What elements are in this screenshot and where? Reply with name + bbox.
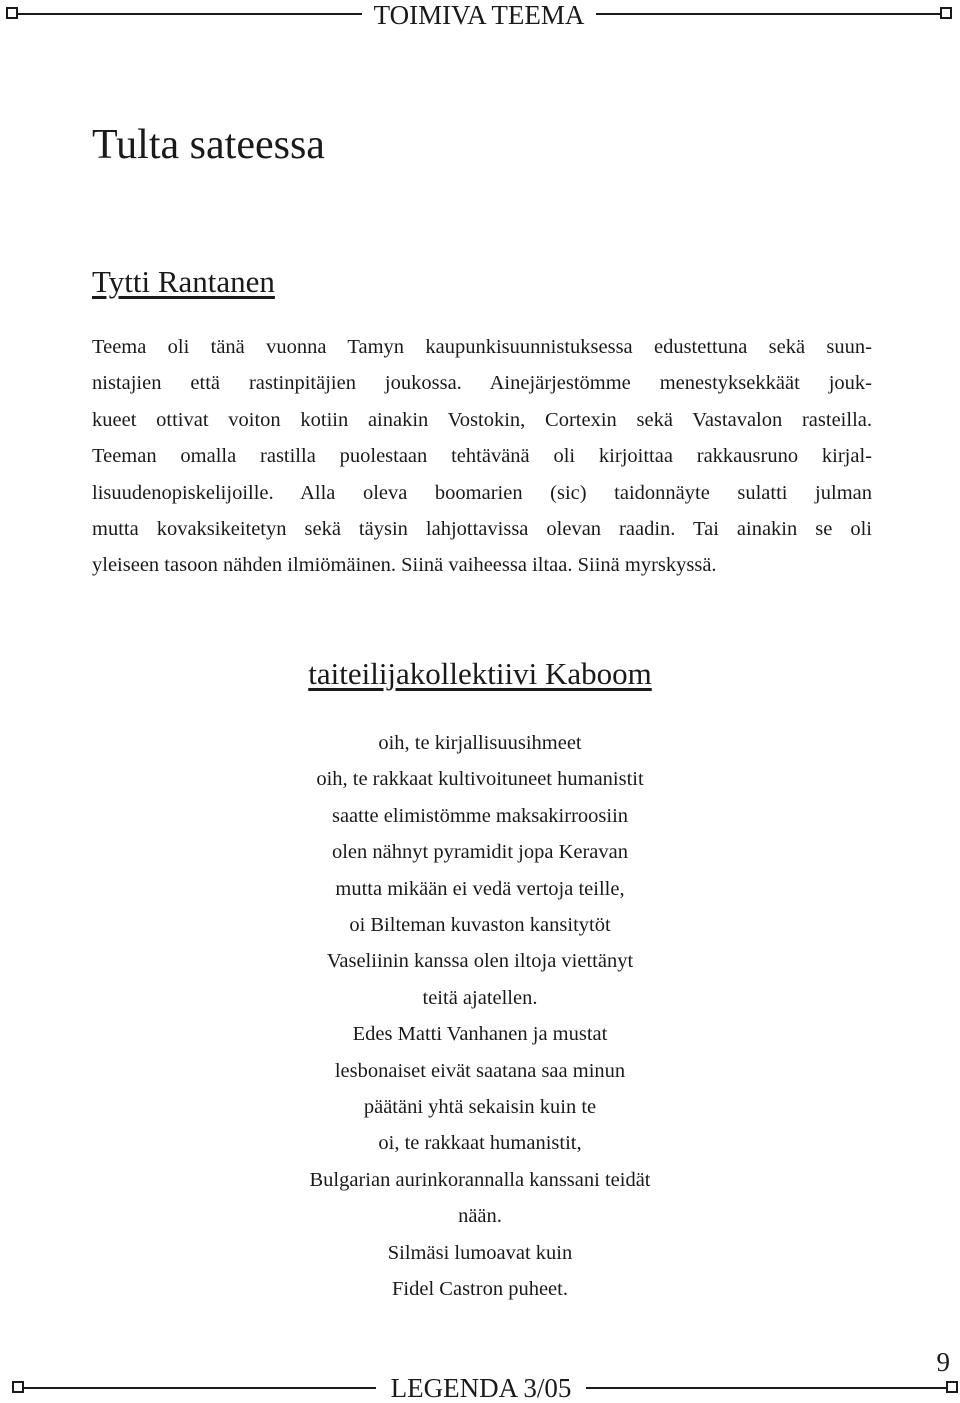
intro-line: mutta kovaksikeitetyn sekä täysin lahjottavissa olevan raadin. Tai ainakin se oli bbox=[92, 518, 872, 541]
intro-line: nistajien että rastinpitäjien joukossa. Ainejärjestömme menestyksekkäät jouk- bbox=[92, 372, 872, 395]
poem-author bbox=[0, 652, 960, 696]
poem-line: olen nähnyt pyramidit jopa Keravan bbox=[331, 841, 629, 864]
poem-line: nään. bbox=[458, 1205, 502, 1228]
intro-line: kueet ottivat voiton kotiin ainakin Vostokin, Cortexin sekä Vastavalon rasteilla. bbox=[92, 408, 872, 431]
intro-line: lisuudenopiskelijoille. Alla oleva boomarien (sic) taidonnäyte sulatti julman bbox=[92, 481, 872, 504]
poem-line: teitä ajatellen. bbox=[422, 986, 538, 1009]
poem-line: Bulgarian aurinkorannalla kanssani teidät bbox=[309, 1168, 651, 1191]
intro-line: Teema oli tänä vuonna Tamyn kaupunkisuunnistuksessa edustettuna sekä suun- bbox=[92, 336, 872, 358]
poem-line: oih, te kirjallisuusihmeet bbox=[378, 732, 582, 754]
footer-left-square-icon bbox=[12, 1381, 24, 1393]
intro-line: yleiseen tasoon nähden ilmiömäinen. Siinä vaiheessa iltaa. Siinä myrskyssä. bbox=[92, 554, 717, 577]
article-intro bbox=[92, 329, 872, 584]
publication-footer: LEGENDA 3/05 bbox=[376, 1373, 586, 1403]
poem-line: oih, te rakkaat kultivoituneet humanistit bbox=[316, 768, 644, 791]
intro-line: Teeman omalla rastilla puolestaan tehtävänä oli kirjoittaa rakkausruno kirjal- bbox=[92, 445, 872, 468]
poem-line: lesbonaiset eivät saatana saa minun bbox=[334, 1059, 626, 1082]
section-header: TOIMIVA TEEMA bbox=[362, 0, 596, 30]
poem-line: oi, te rakkaat humanistit, bbox=[378, 1132, 582, 1155]
poem-line: Silmäsi lumoavat kuin bbox=[387, 1241, 573, 1264]
poem-author-text: taiteilijakollektiivi Kaboom bbox=[308, 656, 652, 691]
poem bbox=[0, 725, 960, 1308]
poem-line: saatte elimistömme maksakirroosiin bbox=[331, 804, 629, 827]
article-author: Tytti Rantanen bbox=[92, 264, 275, 299]
article-title: Tulta sateessa bbox=[92, 122, 325, 168]
poem-line: Fidel Castron puheet. bbox=[392, 1278, 568, 1301]
footer-right-square-icon bbox=[946, 1381, 958, 1393]
page-number: 9 bbox=[936, 1347, 950, 1377]
poem-line: Vaseliinin kanssa olen iltoja viettänyt bbox=[326, 950, 634, 973]
header-right-square-icon bbox=[940, 7, 952, 19]
poem-line: Edes Matti Vanhanen ja mustat bbox=[352, 1023, 608, 1046]
poem-line: oi Bilteman kuvaston kansitytöt bbox=[349, 914, 611, 937]
poem-line: mutta mikään ei vedä vertoja teille, bbox=[335, 877, 625, 900]
header-left-square-icon bbox=[6, 7, 18, 19]
poem-line: päätäni yhtä sekaisin kuin te bbox=[363, 1096, 597, 1119]
